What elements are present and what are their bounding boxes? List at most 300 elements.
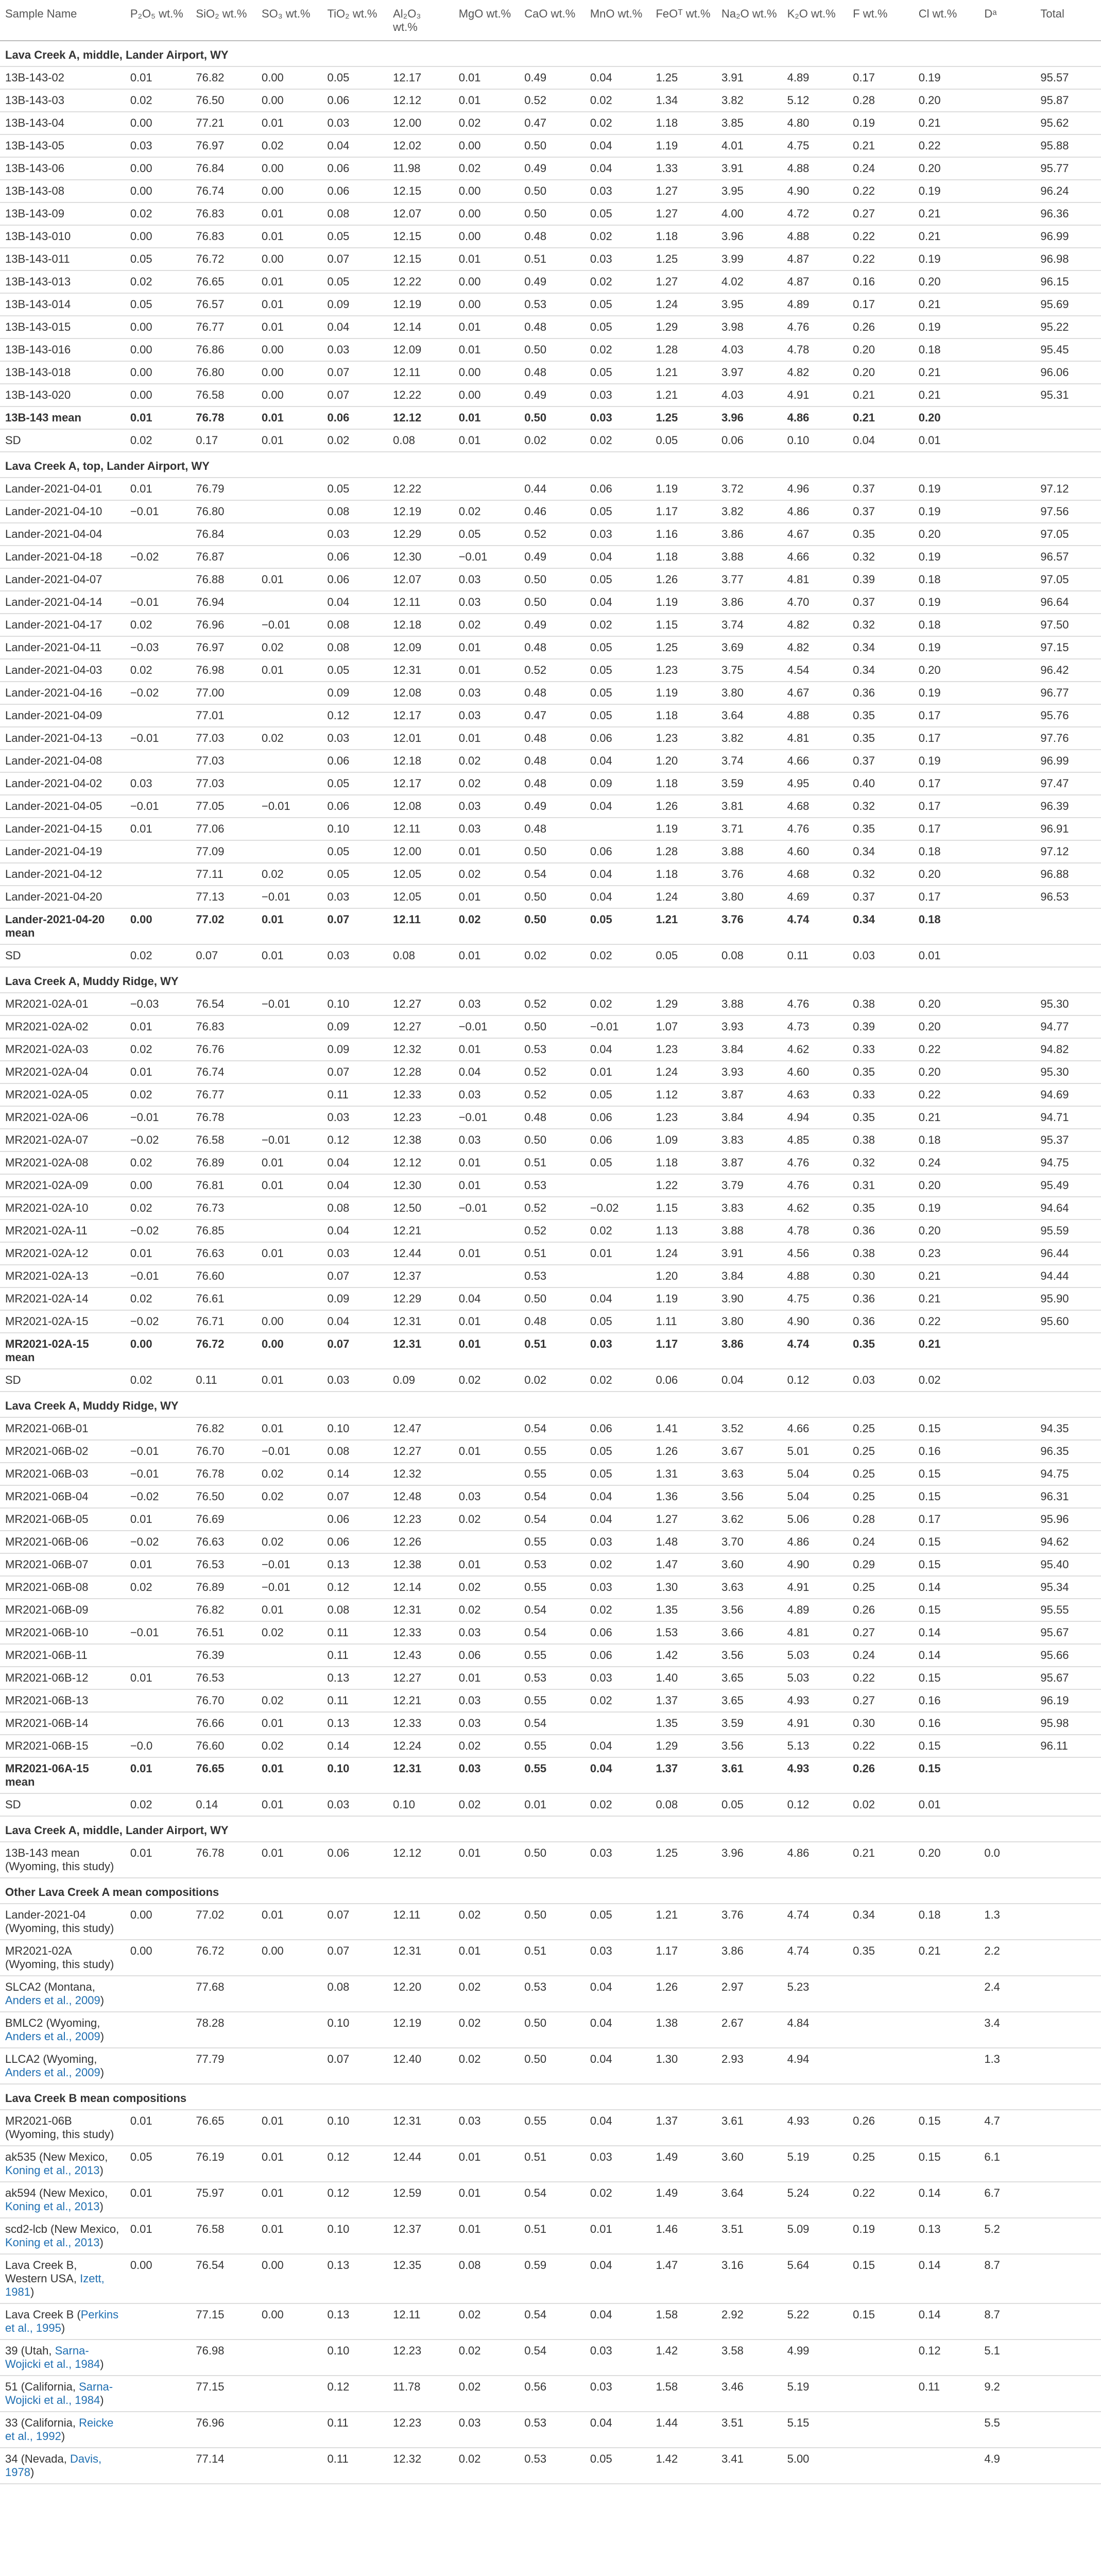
value-cell: 12.15 (388, 225, 454, 248)
table-row (0, 478, 1101, 500)
value-cell: 4.62 (782, 1038, 848, 1061)
value-cell: 2.4 (979, 1976, 1035, 2012)
table-row (0, 1644, 1101, 1667)
value-cell: 95.37 (1035, 1129, 1101, 1151)
value-cell: 0.02 (454, 2340, 520, 2376)
value-cell: 0.36 (848, 1310, 914, 1333)
value-cell: 4.86 (782, 406, 848, 429)
value-cell: 0.55 (519, 2110, 585, 2146)
value-cell: 76.65 (191, 2110, 256, 2146)
value-cell: 0.18 (914, 908, 979, 944)
citation-link[interactable]: Koning et al., 2013 (5, 2164, 100, 2177)
sample-name-text: MR2021-06B-03 (5, 1467, 89, 1480)
value-cell: 4.93 (782, 1757, 848, 1793)
value-cell: 0.21 (914, 1106, 979, 1129)
value-cell: 3.97 (716, 361, 782, 384)
value-cell (979, 248, 1035, 270)
value-cell: 4.86 (782, 1531, 848, 1553)
value-cell: 0.51 (519, 1151, 585, 1174)
value-cell: 4.02 (716, 270, 782, 293)
value-cell: 0.50 (519, 2048, 585, 2084)
value-cell: 0.03 (322, 112, 388, 134)
table-row (0, 316, 1101, 338)
value-cell: 0.52 (519, 1061, 585, 1083)
value-cell: 11.78 (388, 2376, 454, 2412)
value-cell: 0.05 (585, 1463, 651, 1485)
value-cell: 77.02 (191, 1904, 256, 1940)
value-cell: 0.05 (585, 361, 651, 384)
value-cell: 0.02 (848, 1793, 914, 1816)
citation-link[interactable]: Koning et al., 2013 (5, 2200, 100, 2213)
value-cell: 0.04 (585, 2012, 651, 2048)
value-cell: 1.36 (650, 1485, 716, 1508)
value-cell: 4.7 (979, 2110, 1035, 2146)
value-cell (256, 2412, 322, 2448)
value-cell: −0.01 (454, 1197, 520, 1219)
value-cell: 77.03 (191, 727, 256, 750)
value-cell: 0.01 (454, 636, 520, 659)
value-cell: 0.04 (585, 1287, 651, 1310)
value-cell: 0.01 (454, 1440, 520, 1463)
value-cell: 0.05 (585, 659, 651, 682)
value-cell: 5.15 (782, 2412, 848, 2448)
sample-name-cell (0, 89, 125, 112)
value-cell: 76.53 (191, 1667, 256, 1689)
table-row (0, 591, 1101, 614)
value-cell: −0.01 (256, 886, 322, 908)
value-cell: 0.06 (454, 1644, 520, 1667)
citation-suffix: ) (30, 2466, 35, 2479)
value-cell (256, 1976, 322, 2012)
value-cell: 4.88 (782, 225, 848, 248)
value-cell: 0.35 (848, 818, 914, 840)
value-cell: 0.09 (322, 1287, 388, 1310)
value-cell: 0.00 (125, 2254, 191, 2303)
value-cell: 0.04 (585, 750, 651, 772)
value-cell: 0.04 (585, 2254, 651, 2303)
value-cell: 0.00 (256, 180, 322, 202)
citation-link[interactable]: Sarna-Wojicki et al., 1984 (5, 2380, 113, 2406)
value-cell (914, 2048, 979, 2084)
value-cell: 3.86 (716, 1940, 782, 1976)
value-cell: −0.01 (454, 1106, 520, 1129)
value-cell: 0.47 (519, 704, 585, 727)
value-cell: 1.29 (650, 1735, 716, 1757)
value-cell: 12.14 (388, 316, 454, 338)
sample-name-text: Lander-2021-04-01 (5, 482, 102, 495)
value-cell: 0.07 (322, 908, 388, 944)
value-cell: 0.19 (914, 682, 979, 704)
value-cell: 0.05 (585, 316, 651, 338)
value-cell: 3.80 (716, 682, 782, 704)
value-cell: 0.17 (191, 429, 256, 452)
value-cell: 0.01 (256, 1904, 322, 1940)
value-cell: 0.55 (519, 1463, 585, 1485)
value-cell (979, 270, 1035, 293)
citation-link[interactable]: Anders et al., 2009 (5, 2066, 100, 2079)
value-cell: 4.93 (782, 1689, 848, 1712)
value-cell: 1.18 (650, 112, 716, 134)
value-cell: 0.04 (585, 1485, 651, 1508)
value-cell: 1.20 (650, 1265, 716, 1287)
value-cell (979, 1287, 1035, 1310)
value-cell: 0.53 (519, 1265, 585, 1287)
value-cell: 11.98 (388, 157, 454, 180)
section-header-row (0, 2084, 1101, 2110)
value-cell: 4.88 (782, 1265, 848, 1287)
sample-name-text: MR2021-02A-08 (5, 1156, 89, 1169)
value-cell: 0.05 (585, 568, 651, 591)
value-cell: 1.33 (650, 157, 716, 180)
value-cell: 0.20 (914, 406, 979, 429)
value-cell: 0.10 (782, 429, 848, 452)
value-cell (454, 1219, 520, 1242)
table-row (0, 270, 1101, 293)
value-cell: 0.05 (585, 704, 651, 727)
value-cell: 0.12 (782, 1793, 848, 1816)
value-cell: 0.17 (848, 293, 914, 316)
sample-name-cell (0, 406, 125, 429)
value-cell: 0.20 (914, 1015, 979, 1038)
value-cell: 0.18 (914, 568, 979, 591)
value-cell (256, 1061, 322, 1083)
value-cell: 94.82 (1035, 1038, 1101, 1061)
value-cell: 0.04 (454, 1061, 520, 1083)
value-cell: 3.59 (716, 772, 782, 795)
value-cell: 3.88 (716, 840, 782, 863)
sample-name-cell (0, 1242, 125, 1265)
value-cell: 0.08 (716, 944, 782, 967)
value-cell: 0.02 (454, 1508, 520, 1531)
value-cell: 0.25 (848, 1417, 914, 1440)
value-cell: 0.50 (519, 568, 585, 591)
value-cell: 0.01 (454, 1242, 520, 1265)
value-cell: 12.21 (388, 1219, 454, 1242)
value-cell: 12.23 (388, 2412, 454, 2448)
value-cell: 0.00 (125, 112, 191, 134)
value-cell: 1.19 (650, 134, 716, 157)
value-cell (1035, 1842, 1101, 1878)
value-cell: 0.51 (519, 248, 585, 270)
value-cell: 76.84 (191, 523, 256, 546)
value-cell (125, 2412, 191, 2448)
value-cell: 0.04 (585, 863, 651, 886)
sample-name-cell (0, 523, 125, 546)
sample-name-text: Lander-2021-04-20 (5, 890, 102, 903)
sample-name-cell (0, 1976, 125, 2012)
citation-suffix: ) (61, 2321, 65, 2334)
value-cell (256, 1015, 322, 1038)
value-cell (979, 840, 1035, 863)
value-cell: 0.02 (914, 1369, 979, 1392)
value-cell: 3.85 (716, 112, 782, 134)
value-cell: 3.63 (716, 1463, 782, 1485)
value-cell: 0.01 (256, 659, 322, 682)
value-cell: 0.20 (914, 1219, 979, 1242)
table-row (0, 818, 1101, 840)
value-cell: 4.74 (782, 1333, 848, 1369)
value-cell: 0.39 (848, 568, 914, 591)
value-cell: 0.05 (454, 523, 520, 546)
table-row (0, 1015, 1101, 1038)
sample-name-cell (0, 795, 125, 818)
value-cell: 12.05 (388, 863, 454, 886)
value-cell: 12.18 (388, 750, 454, 772)
value-cell: 0.34 (848, 908, 914, 944)
value-cell: 0.22 (848, 1735, 914, 1757)
value-cell: 5.06 (782, 1508, 848, 1531)
value-cell: 1.28 (650, 338, 716, 361)
value-cell: 0.02 (519, 944, 585, 967)
value-cell: 0.19 (914, 248, 979, 270)
value-cell: 0.01 (256, 1712, 322, 1735)
value-cell: 0.00 (125, 225, 191, 248)
value-cell: 0.55 (519, 1689, 585, 1712)
value-cell (256, 1508, 322, 1531)
value-cell: 0.05 (322, 225, 388, 248)
value-cell: 0.04 (585, 886, 651, 908)
value-cell: 1.3 (979, 2048, 1035, 2084)
value-cell: 96.99 (1035, 225, 1101, 248)
value-cell (979, 727, 1035, 750)
value-cell: 0.35 (848, 1106, 914, 1129)
value-cell: 96.99 (1035, 750, 1101, 772)
value-cell: 1.25 (650, 636, 716, 659)
citation-suffix: ) (99, 2236, 104, 2249)
citation-link[interactable]: Perkins et al., 1995 (5, 2308, 119, 2334)
value-cell: 4.84 (782, 2012, 848, 2048)
value-cell: 0.54 (519, 1599, 585, 1621)
value-cell: 12.15 (388, 180, 454, 202)
table-row (0, 682, 1101, 704)
value-cell: 0.04 (322, 1151, 388, 1174)
table-row (0, 1106, 1101, 1129)
value-cell: 0.02 (585, 89, 651, 112)
citation-link[interactable]: Reicke et al., 1992 (5, 2416, 114, 2443)
value-cell: 0.02 (454, 614, 520, 636)
value-cell: 0.15 (914, 1599, 979, 1621)
value-cell: −0.01 (125, 1621, 191, 1644)
value-cell: 1.41 (650, 1417, 716, 1440)
mean-row (0, 1333, 1101, 1369)
value-cell: 12.30 (388, 1174, 454, 1197)
value-cell: 0.32 (848, 614, 914, 636)
value-cell: −0.02 (125, 1310, 191, 1333)
value-cell: 12.17 (388, 704, 454, 727)
value-cell: 0.12 (322, 2182, 388, 2218)
value-cell: 0.02 (454, 1976, 520, 2012)
value-cell: 0.01 (585, 1242, 651, 1265)
citation-link[interactable]: Davis, 1978 (5, 2452, 102, 2479)
value-cell: 3.80 (716, 886, 782, 908)
value-cell: 0.03 (322, 338, 388, 361)
value-cell: 0.32 (848, 546, 914, 568)
value-cell: 0.14 (914, 1621, 979, 1644)
sample-name-text: Lander-2021-04-05 (5, 800, 102, 812)
citation-link[interactable]: Anders et al., 2009 (5, 1994, 100, 2007)
value-cell: 0.01 (454, 248, 520, 270)
sample-name-text: MR2021-06B-08 (5, 1581, 89, 1594)
value-cell (914, 2448, 979, 2484)
citation-suffix: ) (100, 1994, 105, 2007)
value-cell: 0.18 (914, 1904, 979, 1940)
value-cell: 76.72 (191, 1333, 256, 1369)
value-cell: 0.37 (848, 886, 914, 908)
value-cell: 0.18 (914, 1129, 979, 1151)
table-row (0, 659, 1101, 682)
citation-link[interactable]: Koning et al., 2013 (5, 2236, 100, 2249)
value-cell: 97.47 (1035, 772, 1101, 795)
value-cell: 0.48 (519, 750, 585, 772)
value-cell: 1.37 (650, 1757, 716, 1793)
value-cell: 95.57 (1035, 66, 1101, 89)
value-cell: 1.24 (650, 886, 716, 908)
sample-name-cell (0, 1757, 125, 1793)
table-row (0, 568, 1101, 591)
value-cell: 0.01 (454, 406, 520, 429)
value-cell (125, 1976, 191, 2012)
value-cell: 0.08 (322, 500, 388, 523)
value-cell: 0.03 (585, 2376, 651, 2412)
value-cell: 4.66 (782, 1417, 848, 1440)
value-cell: 1.27 (650, 202, 716, 225)
value-cell: 4.89 (782, 66, 848, 89)
value-cell: 1.23 (650, 1038, 716, 1061)
value-cell: 0.08 (322, 1197, 388, 1219)
table-row (0, 66, 1101, 89)
value-cell: 0.21 (848, 384, 914, 406)
value-cell: 77.05 (191, 795, 256, 818)
value-cell: 0.03 (454, 1129, 520, 1151)
value-cell: 5.22 (782, 2303, 848, 2340)
sample-name-cell (0, 1369, 125, 1392)
value-cell: 0.01 (585, 2218, 651, 2254)
value-cell: 0.00 (125, 1174, 191, 1197)
value-cell: 12.02 (388, 134, 454, 157)
sample-name-cell (0, 1083, 125, 1106)
value-cell (979, 1242, 1035, 1265)
value-cell (125, 568, 191, 591)
sample-name-cell (0, 682, 125, 704)
value-cell: 0.03 (454, 1621, 520, 1644)
value-cell: 1.19 (650, 818, 716, 840)
value-cell: 0.10 (322, 2218, 388, 2254)
value-cell (979, 568, 1035, 591)
value-cell: 0.46 (519, 500, 585, 523)
value-cell: 97.05 (1035, 523, 1101, 546)
value-cell: 0.17 (914, 1508, 979, 1531)
value-cell: 0.08 (322, 1440, 388, 1463)
value-cell: 0.49 (519, 384, 585, 406)
value-cell: 3.91 (716, 157, 782, 180)
value-cell: 0.50 (519, 908, 585, 944)
value-cell: 4.66 (782, 750, 848, 772)
value-cell (979, 429, 1035, 452)
value-cell: 97.05 (1035, 568, 1101, 591)
value-cell: 76.63 (191, 1242, 256, 1265)
value-cell (256, 591, 322, 614)
value-cell: 0.02 (519, 1369, 585, 1392)
value-cell (979, 636, 1035, 659)
table-row (0, 1621, 1101, 1644)
value-cell: 1.42 (650, 2448, 716, 2484)
value-cell: 0.06 (322, 750, 388, 772)
value-cell: 0.06 (650, 1369, 716, 1392)
citation-link[interactable]: Anders et al., 2009 (5, 2030, 100, 2043)
sample-name-text: ak594 (New Mexico, (5, 2187, 108, 2199)
value-cell: 0.29 (848, 1553, 914, 1576)
value-cell: 0.52 (519, 659, 585, 682)
value-cell: 0.02 (585, 1793, 651, 1816)
sample-name-cell (0, 568, 125, 591)
value-cell: 96.31 (1035, 1485, 1101, 1508)
value-cell: 76.71 (191, 1310, 256, 1333)
value-cell: 0.25 (848, 1485, 914, 1508)
value-cell: 4.95 (782, 772, 848, 795)
value-cell: 12.47 (388, 1417, 454, 1440)
value-cell: 76.83 (191, 202, 256, 225)
value-cell: 0.04 (454, 1287, 520, 1310)
value-cell: 0.08 (322, 202, 388, 225)
value-cell: 0.16 (848, 270, 914, 293)
sample-name-cell (0, 1576, 125, 1599)
value-cell: 76.83 (191, 225, 256, 248)
value-cell: 0.21 (848, 134, 914, 157)
sample-name-cell (0, 1463, 125, 1485)
value-cell: 0.13 (322, 2303, 388, 2340)
value-cell (1035, 1940, 1101, 1976)
value-cell: 1.42 (650, 1644, 716, 1667)
value-cell: 0.18 (914, 840, 979, 863)
value-cell: 3.88 (716, 546, 782, 568)
citation-suffix: ) (100, 2066, 105, 2079)
value-cell: 0.06 (322, 406, 388, 429)
value-cell: 0.01 (125, 1553, 191, 1576)
value-cell: 0.02 (454, 2012, 520, 2048)
value-cell: 0.11 (322, 1083, 388, 1106)
value-cell: 0.11 (322, 1621, 388, 1644)
value-cell: 76.97 (191, 636, 256, 659)
value-cell: 0.11 (191, 1369, 256, 1392)
value-cell: 3.96 (716, 406, 782, 429)
value-cell: 1.38 (650, 2012, 716, 2048)
value-cell: 12.19 (388, 293, 454, 316)
value-cell: 76.53 (191, 1553, 256, 1576)
value-cell: 12.26 (388, 1531, 454, 1553)
table-row (0, 338, 1101, 361)
value-cell: 1.27 (650, 180, 716, 202)
value-cell: −0.01 (256, 1440, 322, 1463)
value-cell (1035, 1369, 1101, 1392)
value-cell: 4.78 (782, 338, 848, 361)
value-cell (1035, 1757, 1101, 1793)
value-cell: 0.21 (848, 406, 914, 429)
value-cell: 77.15 (191, 2303, 256, 2340)
value-cell: −0.02 (125, 1219, 191, 1242)
value-cell: 95.49 (1035, 1174, 1101, 1197)
value-cell: 0.12 (322, 1129, 388, 1151)
table-row (0, 112, 1101, 134)
value-cell (979, 1667, 1035, 1689)
value-cell (979, 546, 1035, 568)
sample-name-cell (0, 1287, 125, 1310)
value-cell: 0.06 (322, 568, 388, 591)
value-cell: 0.48 (519, 682, 585, 704)
citation-link[interactable]: Izett, 1981 (5, 2272, 105, 2298)
value-cell: 0.04 (585, 795, 651, 818)
citation-link[interactable]: Sarna-Wojicki et al., 1984 (5, 2344, 100, 2370)
value-cell: 4.82 (782, 361, 848, 384)
